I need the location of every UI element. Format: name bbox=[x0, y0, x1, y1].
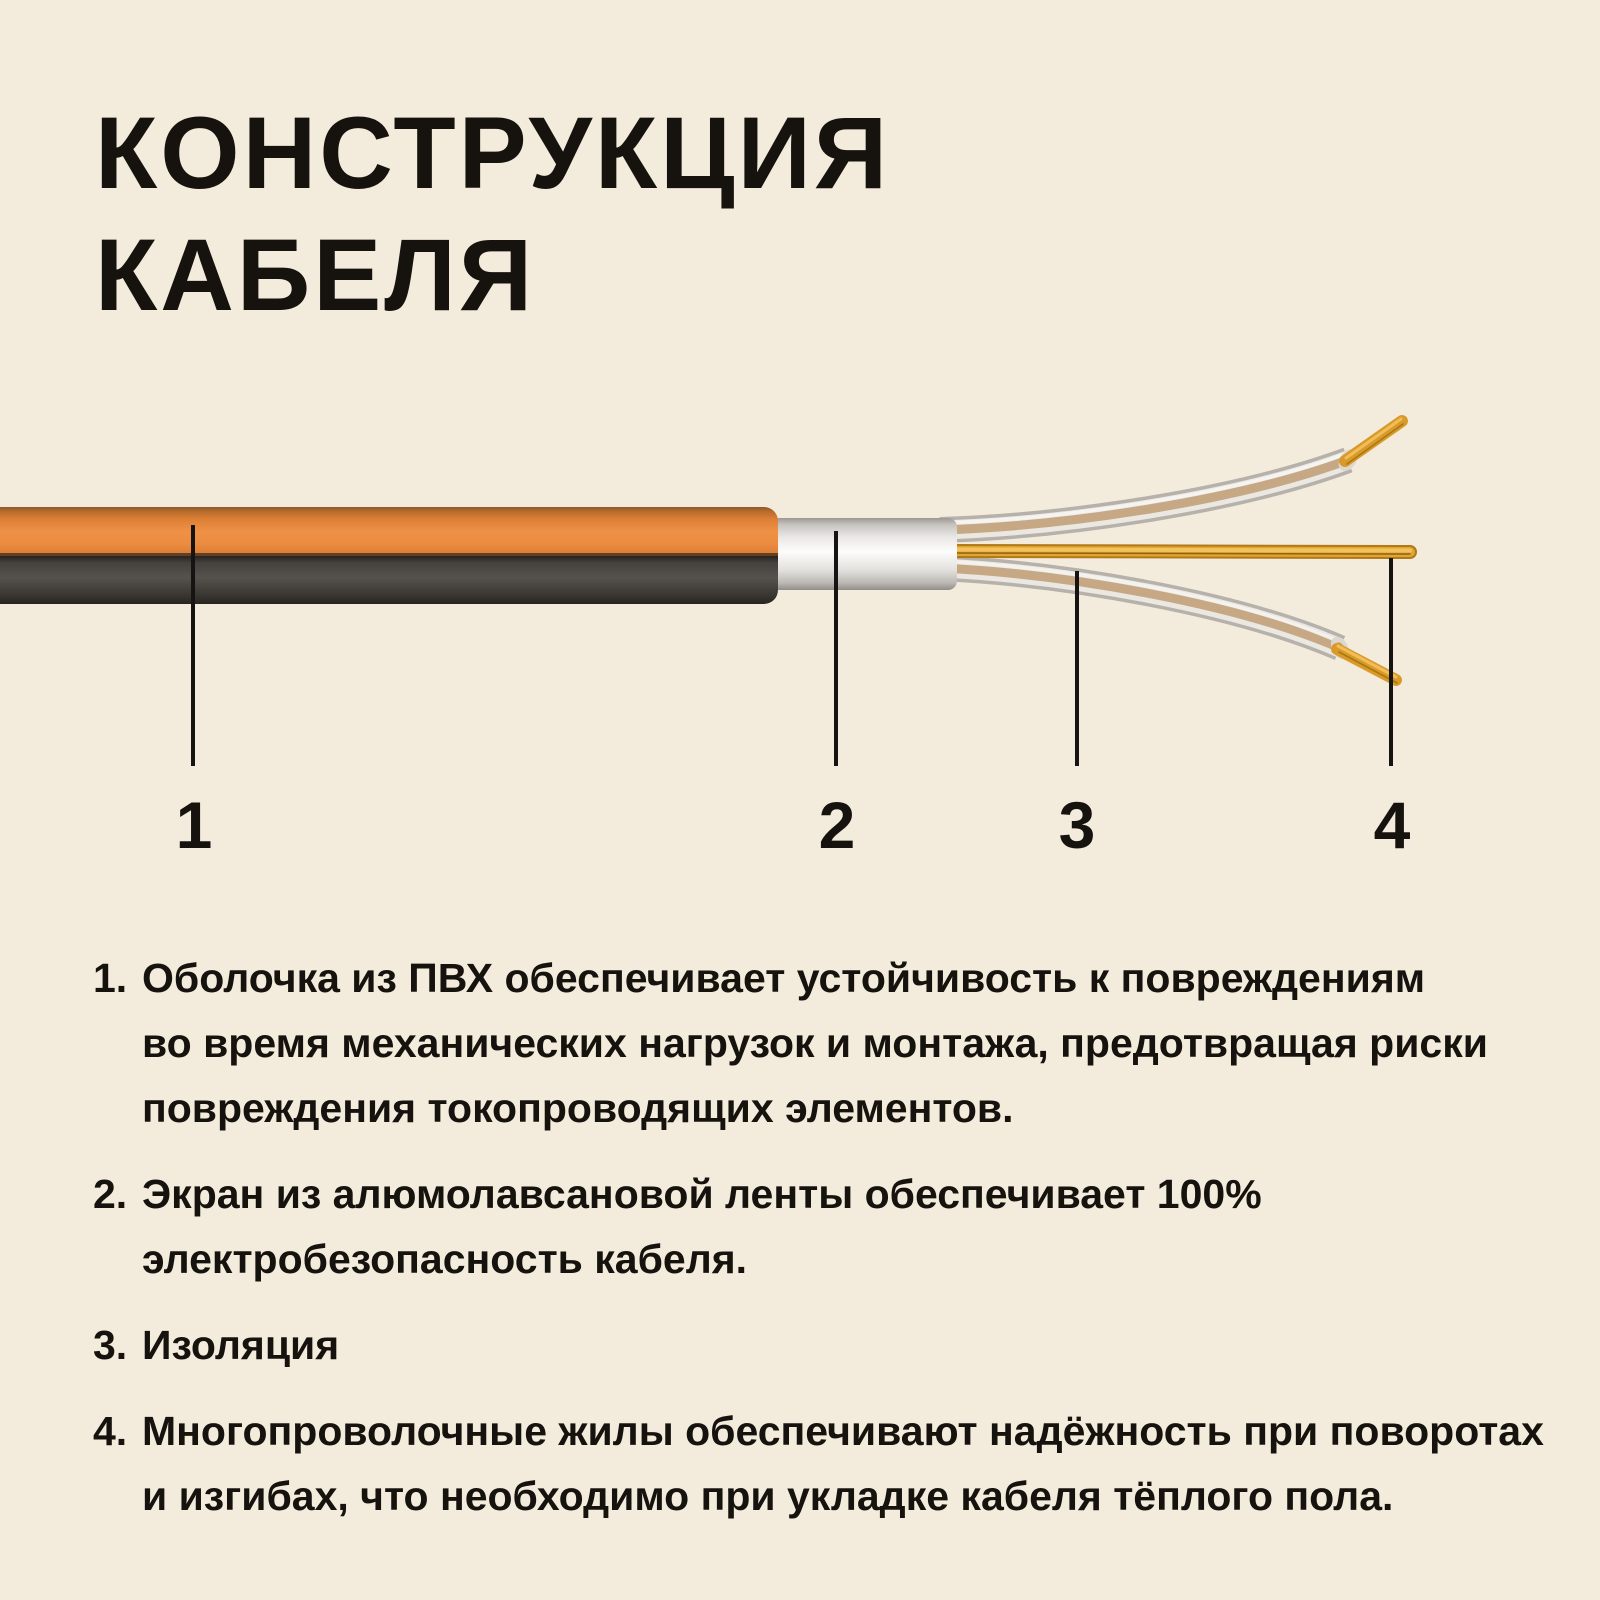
legend-item-text bbox=[142, 946, 1488, 1141]
page-title-line-1: КОНСТРУКЦИЯ bbox=[95, 96, 891, 210]
cable-diagram bbox=[0, 400, 1600, 870]
legend-text-line: повреждения токопроводящих элементов. bbox=[142, 1085, 1014, 1131]
legend-text-line: и изгибах, что необходимо при укладке кабеля тёплого пола. bbox=[142, 1473, 1394, 1519]
callout-number-2: 2 bbox=[818, 788, 856, 862]
legend-item-text bbox=[142, 1162, 1262, 1292]
copper-strands-bottom bbox=[1337, 646, 1397, 683]
legend-text-line: Оболочка из ПВХ обеспечивает устойчивость к повреждениям bbox=[142, 955, 1426, 1001]
page-title-line-2: КАБЕЛЯ bbox=[95, 218, 536, 332]
callout-number-1: 1 bbox=[175, 788, 213, 862]
legend-item-number: 3. bbox=[93, 1322, 128, 1368]
legend-item-number: 2. bbox=[93, 1171, 128, 1217]
page-title bbox=[95, 92, 890, 336]
legend-item-3 bbox=[93, 1313, 1544, 1378]
insulated-core-bottom bbox=[940, 561, 1397, 683]
legend-item-2 bbox=[93, 1162, 1544, 1292]
bare-conductor-middle bbox=[942, 550, 1410, 555]
callout-number-3: 3 bbox=[1058, 788, 1096, 862]
legend-text-line: Многопроволочные жилы обеспечивают надёжность при поворотах bbox=[142, 1408, 1544, 1454]
legend-item-number: 4. bbox=[93, 1408, 128, 1454]
legend-item-number: 1. bbox=[93, 955, 128, 1001]
inner-sheath-dark bbox=[0, 556, 778, 604]
legend-text-line: во время механических нагрузок и монтажа, предотвращая риски bbox=[142, 1020, 1488, 1066]
cable-jacket bbox=[0, 507, 778, 604]
legend-text-line: Экран из алюмолавсановой ленты обеспечивает 100% bbox=[142, 1171, 1262, 1217]
legend-item-4 bbox=[93, 1399, 1544, 1529]
copper-strands-top bbox=[1345, 419, 1403, 464]
insulated-core-top bbox=[940, 419, 1403, 530]
foil-screen bbox=[771, 518, 957, 590]
legend-item-1 bbox=[93, 946, 1544, 1141]
legend-item-text bbox=[142, 1399, 1544, 1529]
legend-text-line: электробезопасность кабеля. bbox=[142, 1236, 748, 1282]
sheath-seam bbox=[0, 553, 778, 557]
legend-text-line: Изоляция bbox=[142, 1322, 340, 1368]
pvc-sheath-orange bbox=[0, 507, 778, 556]
callout-number-4: 4 bbox=[1373, 788, 1411, 862]
legend-list bbox=[93, 946, 1544, 1550]
legend-item-text bbox=[142, 1313, 339, 1378]
